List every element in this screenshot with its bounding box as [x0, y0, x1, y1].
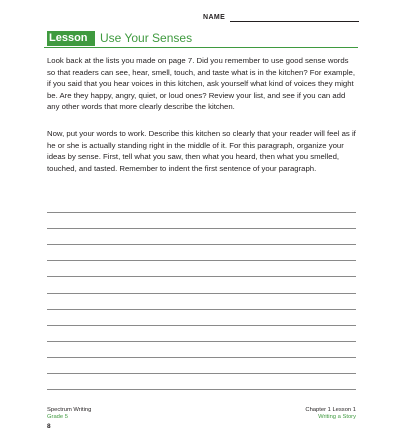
writing-line[interactable] [47, 342, 356, 358]
name-write-line[interactable] [230, 21, 359, 22]
instruction-paragraph-1: Look back at the lists you made on page 7. Did you remember to use good sense words so that readers can see, hear, smell, touch, and taste what is in the kitchen? For example, if you said that you hear voices in this kitchen, ask yourself what kind of voices they might be. Are they happy, angry, quiet, or loud ones? Review your list, and see if you can add any other words that more clearly describe the kitchen. [47, 56, 356, 111]
writing-line[interactable] [47, 326, 356, 342]
footer-section: Writing a Story [318, 414, 356, 421]
footer-chapter: Chapter 1 Lesson 1 [305, 407, 356, 413]
writing-line[interactable] [47, 229, 356, 245]
writing-line[interactable] [47, 261, 356, 277]
writing-line[interactable] [47, 374, 356, 390]
writing-lines [47, 197, 356, 390]
writing-line[interactable] [47, 213, 356, 229]
title-rule [44, 47, 358, 48]
lesson-title: Use Your Senses [100, 31, 193, 45]
footer-right [305, 407, 356, 421]
writing-line[interactable] [47, 197, 356, 213]
footer-left [47, 407, 91, 421]
footer-book-title: Spectrum Writing [47, 407, 92, 413]
writing-line[interactable] [47, 294, 356, 310]
writing-line[interactable] [47, 358, 356, 374]
lesson-badge: Lesson 1 [47, 31, 95, 46]
name-field [203, 14, 359, 26]
instruction-paragraph-2: Now, put your words to work. Describe this kitchen so clearly that your reader will feel as if he or she is actually standing right in the middle of it. For this paragraph, organize your ideas by sense. First, tell what you saw, then what you heard, then what you smelled, touched, and tasted. Remember to indent the first sentence of your paragraph. [47, 129, 356, 173]
lesson-header [44, 28, 358, 59]
writing-line[interactable] [47, 310, 356, 326]
page-number: 8 [47, 423, 51, 430]
footer-grade: Grade 5 [47, 414, 68, 421]
writing-line[interactable] [47, 245, 356, 261]
name-label: NAME [203, 14, 226, 21]
writing-line[interactable] [47, 277, 356, 293]
